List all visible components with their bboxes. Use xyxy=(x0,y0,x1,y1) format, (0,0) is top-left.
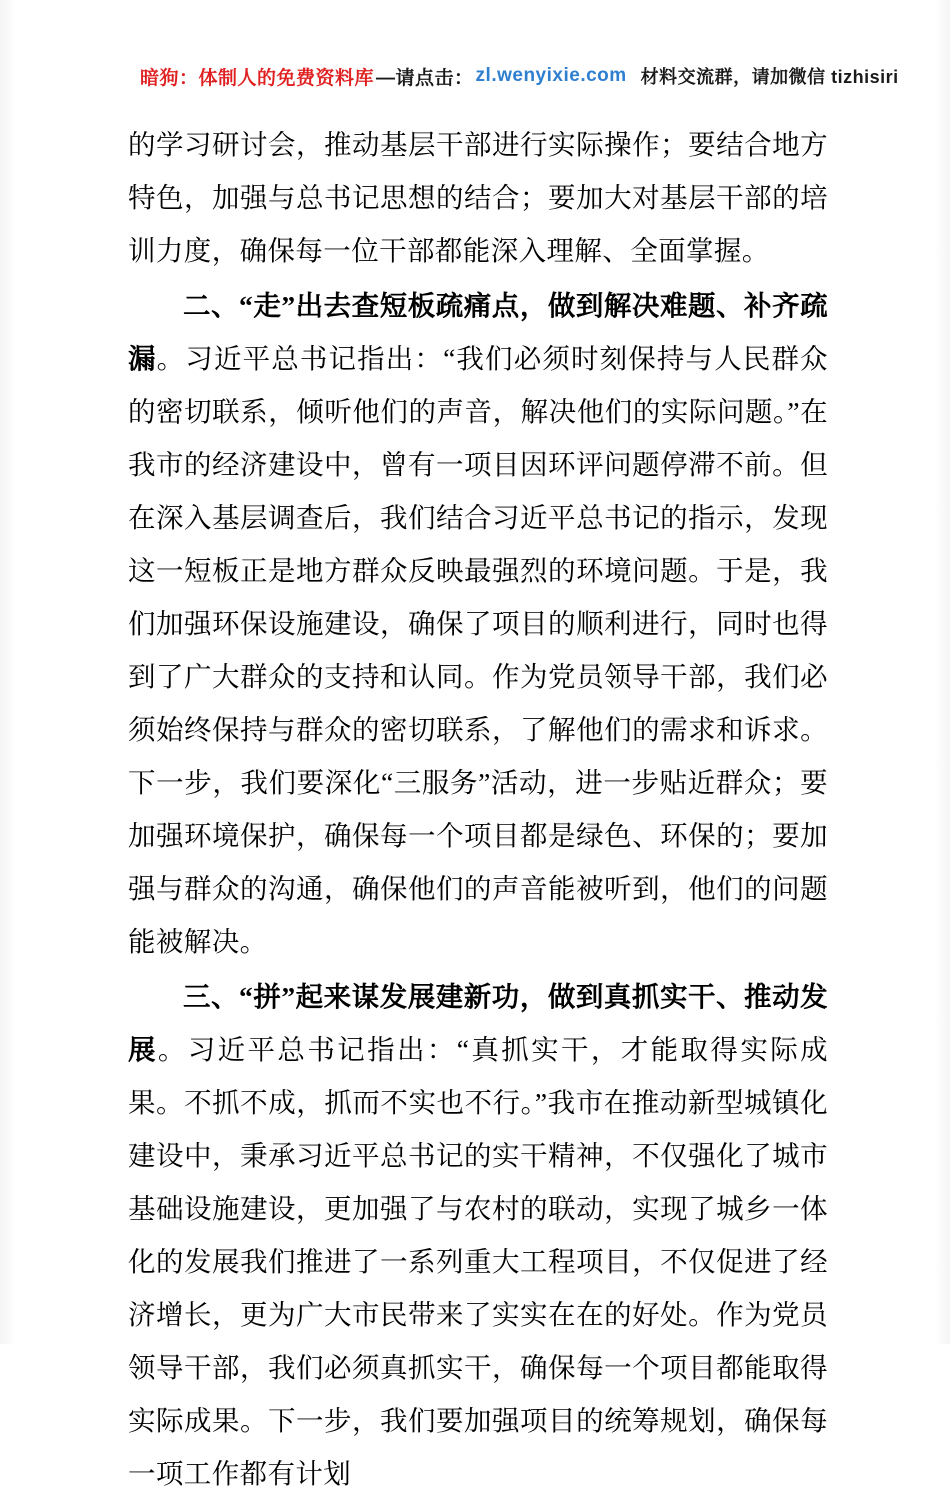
section-heading-two: 二、“走”出去查短板疏痛点，做到解决难题、补齐疏漏 xyxy=(128,290,828,374)
paragraph-section-two xyxy=(128,279,828,968)
section-heading-three: 三、“拼”起来谋发展建新功，做到真抓实干、推动发展 xyxy=(128,981,828,1065)
paragraph-text: 。习近平总书记指出：“我们必须时刻保持与人民群众的密切联系，倾听他们的声音，解决他们的实际问题。”在我市的经济建设中，曾有一项目因环评问题停滞不前。但在深入基层调查后，我们结合习近平总书记的指示，发现这一短板正是地方群众反映最强烈的环境问题。于是，我们加强环保设施建设，确保了项目的顺利进行，同时也得到了广大群众的支持和认同。作为党员领导干部，我们必须始终保持与群众的密切联系，了解他们的需求和诉求。下一步，我们要深化“三服务”活动，进一步贴近群众；要加强环境保护，确保每一个项目都是绿色、环保的；要加强与群众的沟通，确保他们的声音能被听到，他们的问题能被解决。 xyxy=(128,343,829,957)
promo-brand: 暗狗： xyxy=(140,67,199,89)
promo-click-label: —请点击： xyxy=(376,67,474,89)
page-edge-shadow-left xyxy=(0,0,16,1344)
promo-contact-text: 材料交流群，请加微信 tizhisiri xyxy=(640,67,899,87)
page-edge-shadow-right xyxy=(934,0,950,1344)
paragraph-continuation xyxy=(128,118,828,277)
document-body xyxy=(128,118,828,1502)
promo-link[interactable]: zl.wenyixie.com xyxy=(475,65,627,86)
promo-text: 体制人的免费资料库 xyxy=(198,67,375,89)
promo-banner xyxy=(140,56,899,96)
paragraph-text: 。习近平总书记指出：“真抓实干，才能取得实际成果。不抓不成，抓而不实也不行。”我市在推动新型城镇化建设中，秉承习近平总书记的实干精神，不仅强化了城市基础设施建设，更加强了与农村的联动，实现了城乡一体化的发展我们推进了一系列重大工程项目，不仅促进了经济增长，更为广大市民带来了实实在在的好处。作为党员领导干部，我们必须真抓实干，确保每一个项目都能取得实际成果。下一步，我们要加强项目的统筹规划，确保每一项工作都有计划 xyxy=(128,1034,828,1489)
paragraph-section-three xyxy=(128,970,828,1500)
paragraph-text: 的学习研讨会，推动基层干部进行实际操作；要结合地方特色，加强与总书记思想的结合；要加大对基层干部的培训力度，确保每一位干部都能深入理解、全面掌握。 xyxy=(128,129,828,266)
